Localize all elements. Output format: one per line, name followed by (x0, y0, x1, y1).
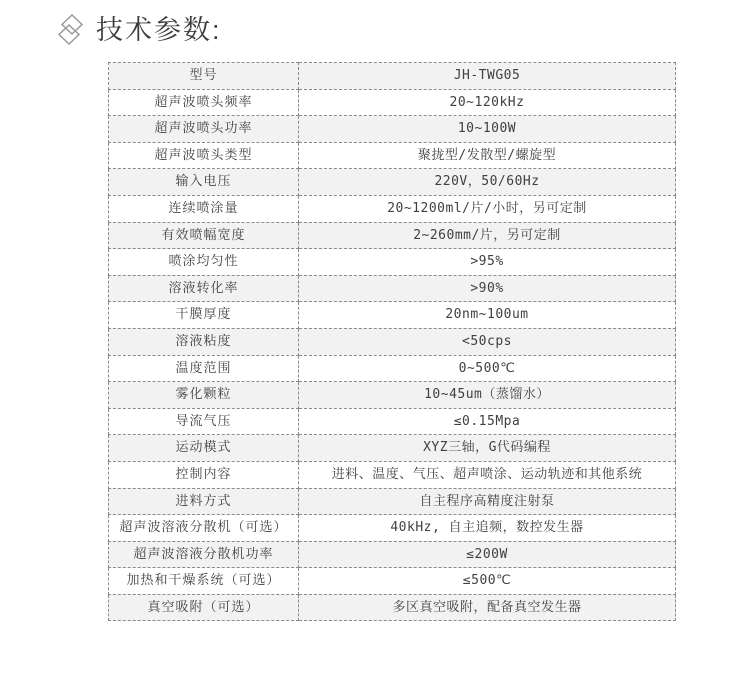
spec-value: 0~500℃ (299, 355, 676, 382)
spec-value: 2~260mm/片，另可定制 (299, 222, 676, 249)
spec-value: 10~100W (299, 116, 676, 143)
spec-row (109, 302, 676, 329)
spec-label: 真空吸附（可选） (109, 594, 299, 621)
spec-row (109, 435, 676, 462)
spec-value: 40kHz, 自主追频，数控发生器 (299, 515, 676, 542)
spec-label: 进料方式 (109, 488, 299, 515)
spec-label: 运动模式 (109, 435, 299, 462)
spec-row (109, 249, 676, 276)
spec-value: JH-TWG05 (299, 63, 676, 90)
spec-value: >90% (299, 275, 676, 302)
spec-row (109, 408, 676, 435)
spec-label: 连续喷涂量 (109, 195, 299, 222)
spec-row (109, 142, 676, 169)
spec-value: ≤200W (299, 541, 676, 568)
spec-value: ≤0.15Mpa (299, 408, 676, 435)
spec-value: 多区真空吸附，配备真空发生器 (299, 594, 676, 621)
spec-value: XYZ三轴，G代码编程 (299, 435, 676, 462)
spec-value: 自主程序高精度注射泵 (299, 488, 676, 515)
spec-value: 220V，50/60Hz (299, 169, 676, 196)
spec-label: 喷涂均匀性 (109, 249, 299, 276)
spec-row (109, 515, 676, 542)
spec-label: 控制内容 (109, 461, 299, 488)
spec-row (109, 89, 676, 116)
spec-row (109, 328, 676, 355)
spec-value: 进料、温度、气压、超声喷涂、运动轨迹和其他系统 (299, 461, 676, 488)
spec-row (109, 169, 676, 196)
spec-value: 20~1200ml/片/小时，另可定制 (299, 195, 676, 222)
spec-label: 温度范围 (109, 355, 299, 382)
spec-label: 超声波喷头功率 (109, 116, 299, 143)
spec-value: >95% (299, 249, 676, 276)
spec-row (109, 275, 676, 302)
double-diamond-icon (54, 12, 88, 48)
specs-table-body (109, 63, 676, 621)
specs-table-wrap (108, 62, 676, 621)
specs-table (108, 62, 676, 621)
spec-row (109, 355, 676, 382)
spec-label: 雾化颗粒 (109, 382, 299, 409)
spec-label: 超声波喷头频率 (109, 89, 299, 116)
spec-row (109, 541, 676, 568)
spec-row (109, 63, 676, 90)
spec-label: 导流气压 (109, 408, 299, 435)
spec-label: 干膜厚度 (109, 302, 299, 329)
spec-label: 输入电压 (109, 169, 299, 196)
spec-label: 溶液转化率 (109, 275, 299, 302)
spec-row (109, 116, 676, 143)
spec-label: 型号 (109, 63, 299, 90)
spec-value: 20~120kHz (299, 89, 676, 116)
spec-row (109, 382, 676, 409)
spec-label: 超声波喷头类型 (109, 142, 299, 169)
spec-row (109, 594, 676, 621)
spec-value: <50cps (299, 328, 676, 355)
spec-label: 超声波溶液分散机（可选） (109, 515, 299, 542)
spec-value: 10~45um（蒸馏水） (299, 382, 676, 409)
page-title: 技术参数: (96, 15, 222, 45)
section-header (54, 12, 222, 48)
spec-value: ≤500℃ (299, 568, 676, 595)
spec-label: 加热和干燥系统（可选） (109, 568, 299, 595)
spec-value: 20nm~100um (299, 302, 676, 329)
spec-row (109, 195, 676, 222)
spec-value: 聚拢型/发散型/螺旋型 (299, 142, 676, 169)
spec-row (109, 488, 676, 515)
spec-row (109, 568, 676, 595)
spec-label: 有效喷幅宽度 (109, 222, 299, 249)
spec-label: 溶液粘度 (109, 328, 299, 355)
spec-label: 超声波溶液分散机功率 (109, 541, 299, 568)
spec-row (109, 461, 676, 488)
spec-row (109, 222, 676, 249)
